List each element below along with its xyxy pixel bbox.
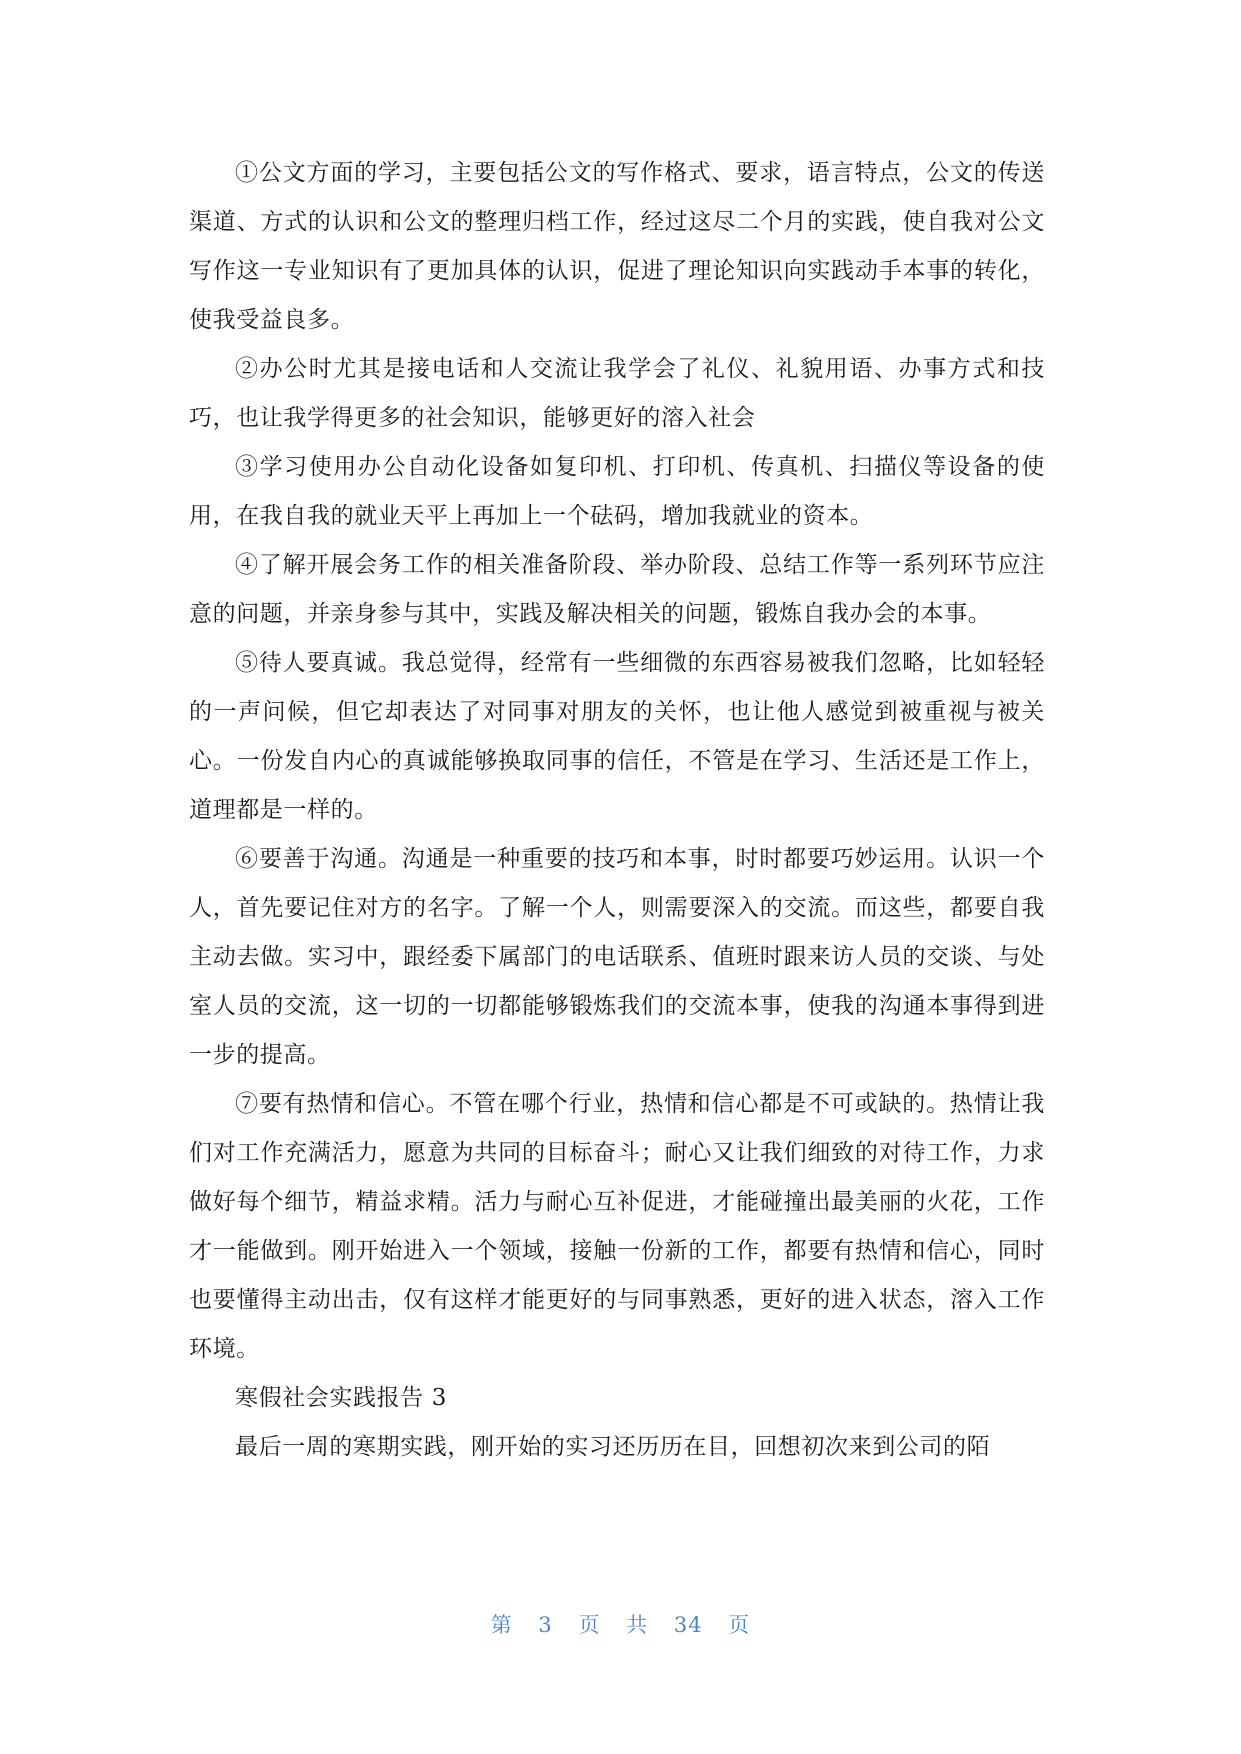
footer-total-pages: 34: [673, 1613, 703, 1637]
paragraph-7: ⑦要有热情和信心。不管在哪个行业，热情和信心都是不可或缺的。热情让我们对工作充满活力，愿意为共同的目标奋斗；耐心又让我们细致的对待工作，力求做好每个细节，精益求精。活力与耐心互补促进，才能碰撞出最美丽的火花，工作才一能做到。刚开始进入一个领域，接触一份新的工作，都要有热情和信心，同时也要懂得主动出击，仅有这样才能更好的与同事熟悉，更好的进入状态，溶入工作环境。: [189, 1091, 1045, 1362]
paragraph-1: ①公文方面的学习，主要包括公文的写作格式、要求，语言特点，公文的传送渠道、方式的认识和公文的整理归档工作，经过这尽二个月的实践，使自我对公文写作这一专业知识有了更加具体的认识，促进了理论知识向实践动手本事的转化，使我受益良多。: [189, 160, 1045, 333]
document-body: [189, 149, 1045, 1472]
page-footer: [0, 1609, 1241, 1639]
footer-di: 第: [490, 1613, 513, 1637]
footer-gong: 共: [626, 1613, 649, 1637]
paragraph-5: ⑤待人要真诚。我总觉得，经常有一些细微的东西容易被我们忽略，比如轻轻的一声问候，但它却表达了对同事对朋友的关怀，也让他人感觉到被重视与被关心。一份发自内心的真诚能够换取同事的信任，不管是在学习、生活还是工作上，道理都是一样的。: [189, 650, 1045, 823]
section-heading: 寒假社会实践报告 3: [235, 1385, 447, 1411]
footer-ye: 页: [578, 1613, 601, 1637]
paragraph-8: 最后一周的寒期实践，刚开始的实习还历历在目，回想初次来到公司的陌: [235, 1434, 991, 1460]
footer-ye-end: 页: [728, 1613, 751, 1637]
paragraph-4: ④了解开展会务工作的相关准备阶段、举办阶段、总结工作等一系列环节应注意的问题，并亲身参与其中，实践及解决相关的问题，锻炼自我办会的本事。: [189, 552, 1045, 627]
paragraph-6: ⑥要善于沟通。沟通是一种重要的技巧和本事，时时都要巧妙运用。认识一个人，首先要记住对方的名字。了解一个人，则需要深入的交流。而这些，都要自我主动去做。实习中，跟经委下属部门的电话联系、值班时跟来访人员的交谈、与处室人员的交流，这一切的一切都能够锻炼我们的交流本事，使我的沟通本事得到进一步的提高。: [189, 846, 1045, 1068]
paragraph-3: ③学习使用办公自动化设备如复印机、打印机、传真机、扫描仪等设备的使用，在我自我的就业天平上再加上一个砝码，增加我就业的资本。: [189, 454, 1045, 529]
paragraph-2: ②办公时尤其是接电话和人交流让我学会了礼仪、礼貌用语、办事方式和技巧，也让我学得更多的社会知识，能够更好的溶入社会: [189, 356, 1045, 431]
footer-page-number: 3: [538, 1613, 553, 1637]
